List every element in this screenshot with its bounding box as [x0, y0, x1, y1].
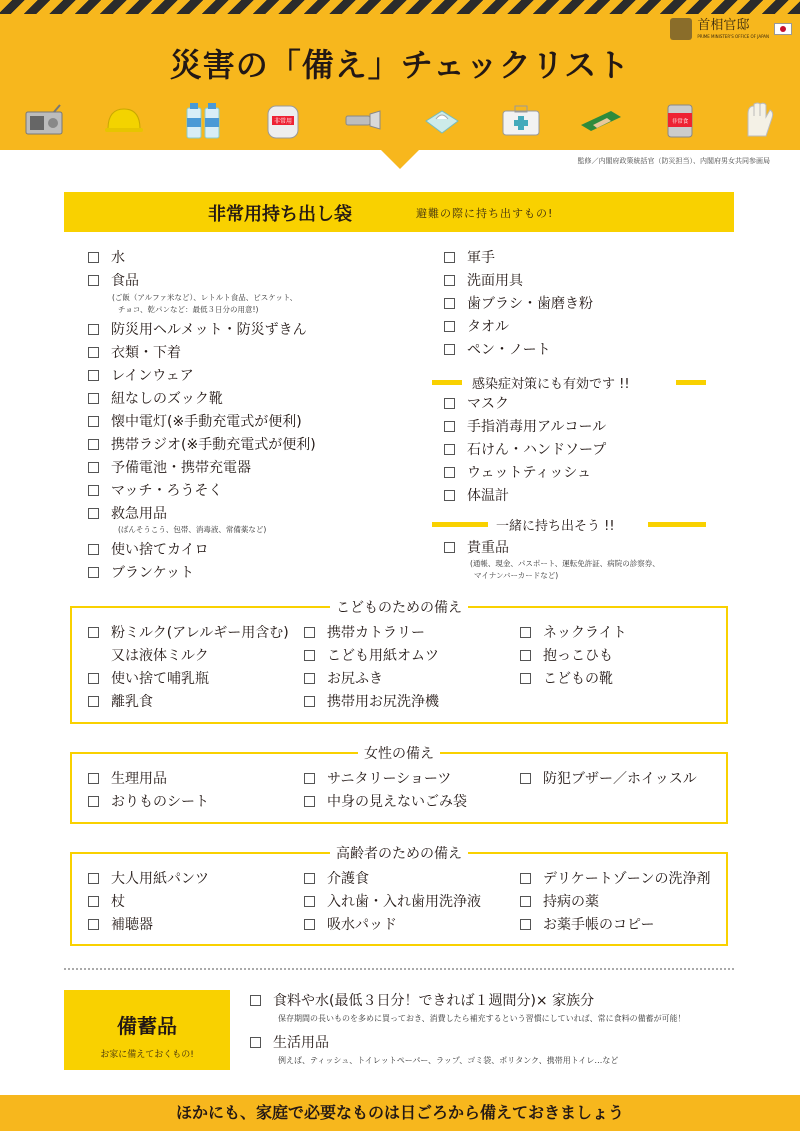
checkbox[interactable]	[444, 467, 455, 478]
footer-banner: ほかにも、家庭で必要なものは日ごろから備えておきましょう	[0, 1095, 800, 1131]
header-banner	[0, 0, 800, 150]
checklist-item[interactable]: 粉ミルク(アレルギー用含む)	[88, 624, 289, 642]
logo-text: 首相官邸	[697, 18, 750, 34]
checkbox[interactable]	[304, 796, 315, 807]
checklist-item[interactable]: 吸水パッド	[304, 916, 397, 934]
checkbox[interactable]	[88, 567, 99, 578]
checklist-item[interactable]: お薬手帳のコピー	[520, 916, 654, 934]
checklist-item[interactable]: 大人用紙パンツ	[88, 870, 209, 888]
checklist-item[interactable]: 離乳食	[88, 693, 153, 711]
divider-bar	[676, 380, 706, 385]
checkbox[interactable]	[88, 873, 99, 884]
checkbox[interactable]	[88, 416, 99, 427]
checkbox[interactable]	[88, 462, 99, 473]
checkbox[interactable]	[88, 673, 99, 684]
checklist-item[interactable]: 防犯ブザー／ホイッスル	[520, 770, 697, 788]
checkbox[interactable]	[520, 896, 531, 907]
checklist-item[interactable]: 石けん・ハンドソープ	[444, 441, 606, 459]
checklist-item[interactable]: 携帯用お尻洗浄機	[304, 693, 439, 711]
emergency-bag-header	[64, 192, 734, 232]
together-label: 一緒に持ち出そう !!	[496, 519, 615, 534]
checklist-item[interactable]: 歯ブラシ・歯磨き粉	[444, 295, 593, 313]
checklist-item[interactable]: 使い捨てカイロ	[88, 541, 209, 559]
checkbox[interactable]	[304, 650, 315, 661]
checklist-item[interactable]: 衣類・下着	[88, 344, 181, 362]
checklist-item[interactable]: ペン・ノート	[444, 341, 551, 359]
item-note: 保存期間の長いものを多めに買っておき、消費したら補充するという習慣にしていれば、常に食料の備蓄が可能！	[278, 1014, 686, 1023]
checklist-item[interactable]: 防災用ヘルメット・防災ずきん	[88, 321, 307, 339]
checkbox[interactable]	[520, 919, 531, 930]
infection-label: 感染症対策にも有効です !!	[472, 377, 630, 392]
checkbox[interactable]	[304, 896, 315, 907]
checkbox[interactable]	[88, 275, 99, 286]
checklist-item[interactable]: 入れ歯・入れ歯用洗浄液	[304, 893, 481, 911]
checklist-item[interactable]: レインウェア	[88, 367, 194, 385]
checklist-item[interactable]: ネックライト	[520, 624, 627, 642]
bandage-icon	[579, 98, 623, 142]
wet-tissue-icon	[420, 98, 464, 142]
checklist-item[interactable]: 手指消毒用アルコール	[444, 418, 606, 436]
svg-text:非常食: 非常食	[672, 119, 689, 125]
checkbox[interactable]	[88, 252, 99, 263]
checklist-item[interactable]: サニタリーショーツ	[304, 770, 451, 788]
item-note: (通帳、現金、パスポート、運転免許証、病院の診察券、	[470, 559, 660, 568]
checkbox[interactable]	[444, 321, 455, 332]
emergency-food-can-icon	[658, 98, 702, 142]
checklist-item[interactable]: 抱っこひも	[520, 647, 613, 665]
checkbox[interactable]	[88, 370, 99, 381]
checklist-item[interactable]: お尻ふき	[304, 670, 383, 688]
stockpile-box	[64, 990, 230, 1070]
women-section-label: 女性の備え	[358, 743, 440, 763]
checklist-item[interactable]: 救急用品	[88, 505, 167, 523]
divider-bar	[432, 380, 462, 385]
checkbox[interactable]	[88, 508, 99, 519]
checklist-item[interactable]: こどもの靴	[520, 670, 613, 688]
helmet-icon	[102, 98, 146, 142]
checkbox[interactable]	[88, 896, 99, 907]
checkbox[interactable]	[88, 796, 99, 807]
emergency-bag-title: 非常用持ち出し袋	[208, 204, 352, 225]
item-continuation: 又は液体ミルク	[111, 648, 209, 664]
divider-bar	[432, 522, 488, 527]
checklist-item[interactable]: 携帯ラジオ(※手動充電式が便利)	[88, 436, 316, 454]
checkbox[interactable]	[88, 696, 99, 707]
checkbox[interactable]	[88, 393, 99, 404]
item-note: (ばんそうこう、包帯、消毒液、常備薬など)	[118, 525, 267, 534]
radio-icon	[22, 98, 66, 142]
checklist-item[interactable]: タオル	[444, 318, 509, 336]
checkbox[interactable]	[304, 773, 315, 784]
checkbox[interactable]	[520, 627, 531, 638]
supervision-credit: 監修／内閣府政策統括官（防災担当）、内閣府男女共同参画局	[577, 157, 770, 165]
checkbox[interactable]	[520, 650, 531, 661]
checkbox[interactable]	[88, 347, 99, 358]
gloves-icon	[738, 98, 782, 142]
checkbox[interactable]	[444, 298, 455, 309]
checkbox[interactable]	[250, 1037, 261, 1048]
checklist-item[interactable]: ウェットティッシュ	[444, 464, 591, 482]
checklist-item[interactable]: マッチ・ろうそく	[88, 482, 222, 500]
checkbox[interactable]	[88, 324, 99, 335]
checkbox[interactable]	[444, 275, 455, 286]
japan-flag-icon	[774, 23, 792, 35]
checkbox[interactable]	[88, 627, 99, 638]
checklist-item[interactable]: 持病の薬	[520, 893, 599, 911]
emergency-bag-subtitle: 避難の際に持ち出すもの!	[416, 207, 554, 220]
checklist-item[interactable]: 洗面用具	[444, 272, 523, 290]
checkbox[interactable]	[444, 421, 455, 432]
checklist-item[interactable]: 杖	[88, 893, 125, 911]
item-note: 例えば、ティッシュ、トイレットペーパー、ラップ、ゴミ袋、ポリタンク、携帯用トイレ…など	[278, 1056, 619, 1065]
checkbox[interactable]	[304, 873, 315, 884]
checklist-item[interactable]: 水	[88, 249, 125, 267]
page-title: 災害の「備え」チェックリスト	[169, 46, 631, 84]
svg-text:非常用: 非常用	[273, 118, 292, 125]
logo-subtext: PRIME MINISTER'S OFFICE OF JAPAN	[697, 33, 769, 39]
checkbox[interactable]	[304, 673, 315, 684]
checklist-item[interactable]: 食料や水(最低３日分！できれば１週間分)× 家族分	[250, 992, 594, 1010]
checkbox[interactable]	[520, 773, 531, 784]
checklist-item[interactable]: 介護食	[304, 870, 369, 888]
checkbox[interactable]	[250, 995, 261, 1006]
checklist-item[interactable]: マスク	[444, 395, 509, 413]
water-bottles-icon	[181, 98, 225, 142]
header-notch	[381, 150, 419, 169]
checklist-item[interactable]: 携帯カトラリー	[304, 624, 425, 642]
checklist-item[interactable]: 中身の見えないごみ袋	[304, 793, 467, 811]
checklist-item[interactable]: 軍手	[444, 249, 495, 267]
first-aid-kit-icon	[499, 98, 543, 142]
stockpile-subtitle: お家に備えておくもの!	[100, 1050, 194, 1060]
checkbox[interactable]	[88, 773, 99, 784]
checkbox[interactable]	[444, 490, 455, 501]
checklist-item[interactable]: 懐中電灯(※手動充電式が便利)	[88, 413, 302, 431]
checklist-item[interactable]: ブランケット	[88, 564, 194, 582]
checkbox[interactable]	[444, 398, 455, 409]
checklist-item[interactable]: 食品	[88, 272, 139, 290]
item-note: マイナンバーカードなど)	[474, 571, 559, 580]
checkbox[interactable]	[88, 919, 99, 930]
checklist-item[interactable]: デリケートゾーンの洗浄剤	[520, 870, 710, 888]
checklist-item[interactable]: おりものシート	[88, 793, 209, 811]
checkbox[interactable]	[88, 544, 99, 555]
emergency-backpack-icon	[261, 98, 305, 142]
checkbox[interactable]	[444, 542, 455, 553]
checklist-item[interactable]: 生理用品	[88, 770, 167, 788]
kantei-logo	[670, 18, 792, 40]
checkbox[interactable]	[304, 919, 315, 930]
checkbox[interactable]	[520, 873, 531, 884]
item-note: (ご飯（アルファ米など）、レトルト食品、ビスケット、	[112, 293, 298, 302]
checkbox[interactable]	[88, 485, 99, 496]
dotted-separator	[64, 968, 734, 970]
hazard-stripes	[0, 0, 800, 14]
stockpile-title: 備蓄品	[117, 1014, 177, 1038]
flashlight-icon	[340, 98, 384, 142]
checkbox[interactable]	[304, 627, 315, 638]
children-section-label: こどものための備え	[330, 597, 468, 617]
checkbox[interactable]	[444, 344, 455, 355]
item-note: チョコ、乾パンなど：最低３日分の用意!)	[118, 305, 259, 314]
checkbox[interactable]	[444, 444, 455, 455]
checklist-item[interactable]: 体温計	[444, 487, 509, 505]
supply-icons-row	[22, 98, 782, 142]
checkbox[interactable]	[88, 439, 99, 450]
checkbox[interactable]	[304, 696, 315, 707]
checklist-item[interactable]: 貴重品	[444, 539, 509, 557]
crest-icon	[670, 18, 692, 40]
checklist-item[interactable]: 紐なしのズック靴	[88, 390, 223, 408]
checklist-item[interactable]: 補聴器	[88, 916, 153, 934]
elderly-section-label: 高齢者のための備え	[330, 843, 468, 863]
checklist-item[interactable]: 生活用品	[250, 1034, 329, 1052]
checklist-item[interactable]: 使い捨て哺乳瓶	[88, 670, 209, 688]
divider-bar	[648, 522, 706, 527]
checklist-item[interactable]: 予備電池・携帯充電器	[88, 459, 251, 477]
checkbox[interactable]	[520, 673, 531, 684]
checkbox[interactable]	[444, 252, 455, 263]
checklist-item[interactable]: こども用紙オムツ	[304, 647, 439, 665]
